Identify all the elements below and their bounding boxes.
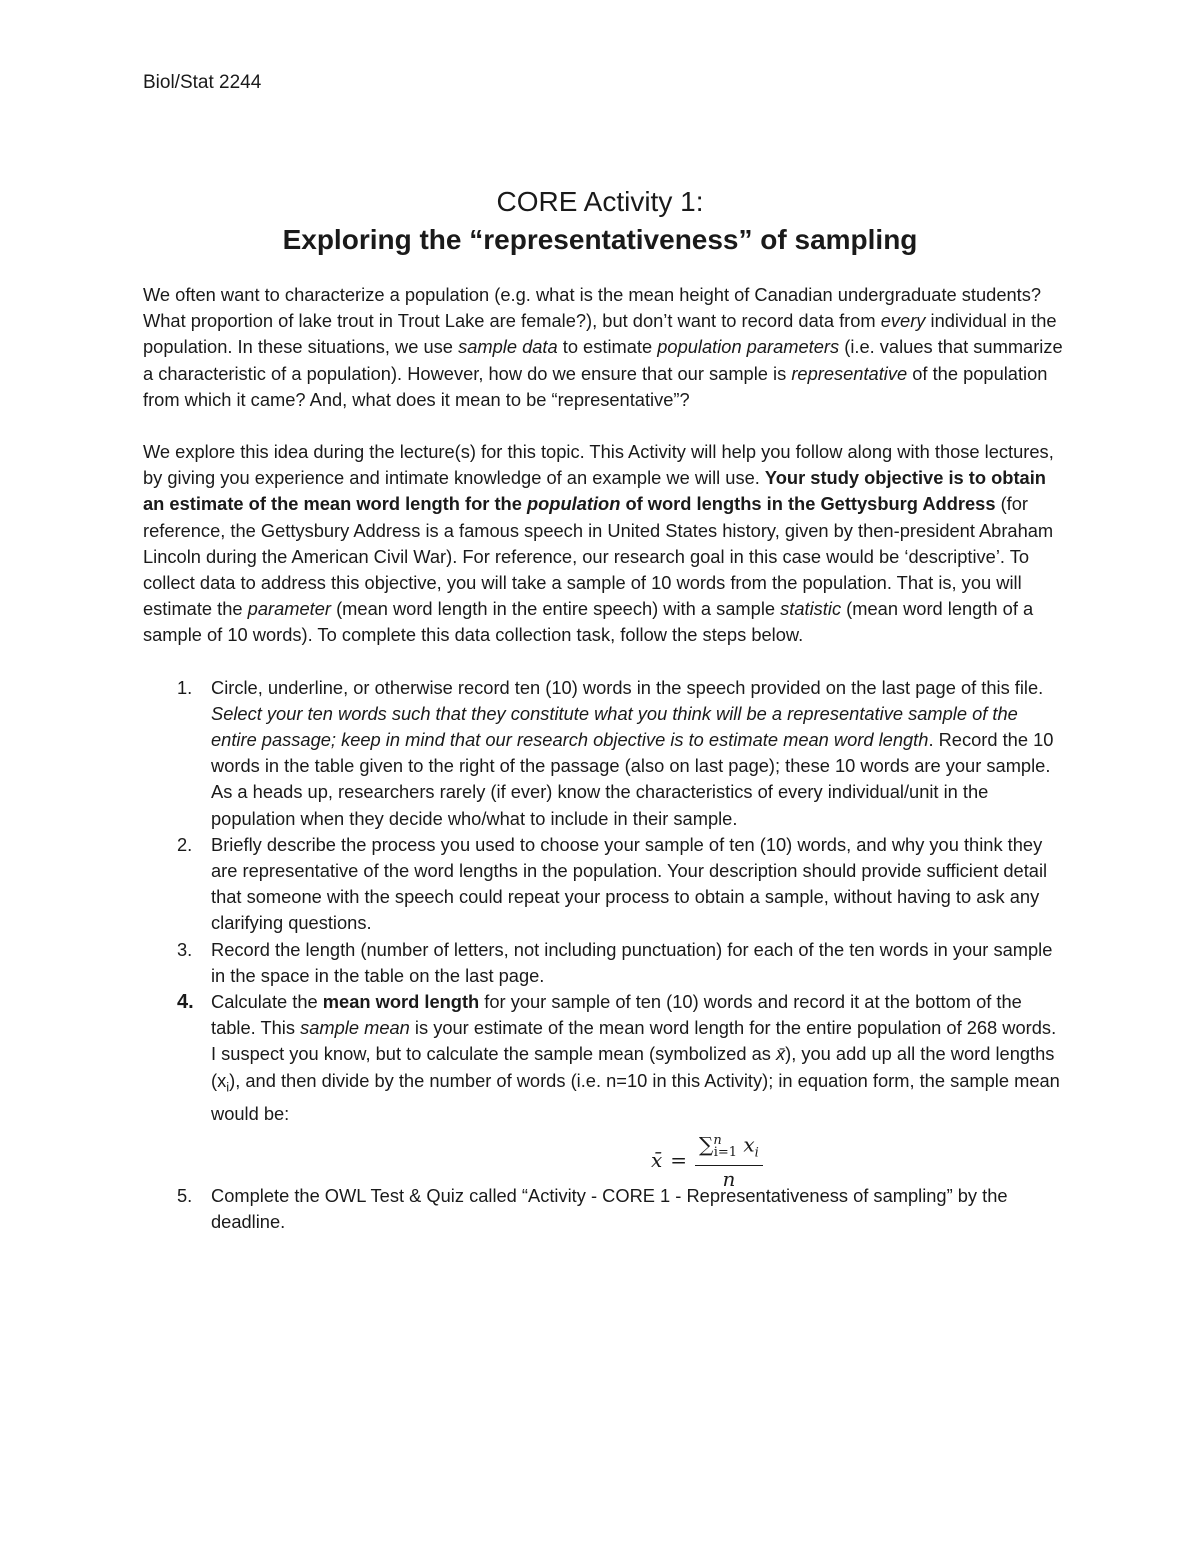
text-run: (for reference, the Gettysbury Address is a famous speech in United States history, given by then-president Abraham Lincoln during the American Civil War). For reference, our research goal in this case would be ‘descriptive’. To collect data to address this objective, you will take a sample of 10 words from the population. That is, you will estimate the — [143, 493, 1054, 620]
text-run-italic: Select your ten words such that they constitute what you think will be a representative sample of the entire passage; keep in mind that our research objective is to estimate mean word length — [211, 702, 1018, 751]
text-run: Complete the OWL Test & Quiz called “Activity - CORE 1 - Representativeness of sampling” by the deadline. — [211, 1184, 1008, 1232]
sum-upper-limit: n — [713, 1132, 722, 1148]
subscript: i — [226, 1079, 230, 1095]
text-run: ), and then divide by the number of words (i.e. n=10 in this Activity); in equation form, the sample mean would be: — [211, 1069, 1060, 1124]
text-run-italic: sample mean — [300, 1017, 410, 1039]
text-run: ), you add up all the word lengths (x — [211, 1043, 1055, 1091]
text-run: We explore this idea during the lecture(s) for this topic. This Activity will help you follow along with those lectures, by giving you experience and intimate knowledge of an example we will use. — [143, 441, 1054, 489]
text-run-bold: of word lengths in the Gettysburg Address — [620, 493, 996, 515]
text-run: of the population from which it came? And, what does it mean to be “representative”? — [143, 362, 1048, 410]
list-number: 5. — [177, 1184, 193, 1206]
title-block — [0, 184, 1200, 260]
sigma-symbol: ∑ — [699, 1132, 714, 1157]
text-run: individual in the population. In these situations, we use — [143, 310, 1057, 358]
objective-paragraph — [143, 439, 1063, 649]
text-run-italic: statistic — [780, 598, 842, 620]
document-body — [143, 282, 1063, 1235]
intro-paragraph — [143, 282, 1063, 413]
list-number: 3. — [177, 938, 193, 960]
text-run: to estimate — [557, 336, 658, 358]
text-run-italic: population parameters — [657, 336, 840, 358]
text-run-italic: sample data — [458, 336, 558, 358]
text-run: (i.e. values that summarize a characteristic of a population). However, how do we ensure that our sample is — [143, 336, 1063, 384]
text-run-bold: Your study objective is to obtain an estimate of the mean word length for the — [143, 467, 1046, 515]
activity-subtitle: Exploring the “representativeness” of sampling — [282, 224, 918, 255]
list-item — [143, 832, 1063, 937]
xbar-symbol: x̄ — [775, 1043, 786, 1065]
list-number: 2. — [177, 833, 193, 855]
steps-list — [143, 675, 1063, 1236]
formula-equals: = — [670, 1148, 688, 1173]
formula-lhs: x̄ — [651, 1148, 663, 1173]
sum-lower-limit: i=1 — [713, 1145, 738, 1161]
text-run: (mean word length in the entire speech) with a sample — [331, 598, 781, 620]
text-run: Circle, underline, or otherwise record ten (10) words in the speech provided on the last page of this file. — [211, 676, 1044, 698]
formula-term-subscript: i — [754, 1145, 759, 1161]
activity-title: CORE Activity 1: — [496, 186, 704, 217]
sample-mean-formula — [211, 1127, 1063, 1192]
text-run: for your sample of ten (10) words and record it at the bottom of the table. This — [211, 991, 1022, 1039]
text-run-italic: parameter — [247, 598, 331, 620]
list-item — [143, 937, 1063, 989]
text-run: . Record the 10 words in the table given to the right of the passage (also on last page); these 10 words are your sample. As a heads up, researchers rarely (if ever) know the characteristics of every individual/unit in the population when they decide who/what to include in their sample. — [211, 729, 1054, 829]
text-run: Calculate the — [211, 991, 323, 1013]
text-run: (mean word length of a sample of 10 words). To complete this data collection task, follow the steps below. — [143, 598, 1034, 646]
text-run: Record the length (number of letters, not including punctuation) for each of the ten words in your sample in the space in the table on the last page. — [211, 938, 1053, 986]
formula-term: x — [743, 1132, 755, 1157]
list-number: 4. — [177, 991, 194, 1014]
text-run: is your estimate of the mean word length for the entire population of 268 words. I suspect you know, but to calculate the sample mean (symbolized as — [211, 1017, 1057, 1065]
text-run-bold-italic: population — [526, 493, 621, 515]
text-run: We often want to characterize a population (e.g. what is the mean height of Canadian undergraduate students? What proportion of lake trout in Trout Lake are female?), but don’t want to record data from — [143, 284, 1042, 332]
list-number: 1. — [177, 676, 193, 698]
formula-denominator: n — [722, 1167, 736, 1192]
list-item — [143, 1183, 1063, 1235]
text-run-bold: mean word length — [322, 991, 480, 1013]
text-run-italic: representative — [791, 362, 908, 384]
course-header: Biol/Stat 2244 — [143, 72, 262, 93]
formula-numerator — [695, 1129, 763, 1167]
text-run-italic: every — [880, 310, 926, 332]
list-item — [143, 989, 1063, 1192]
list-item — [143, 675, 1063, 832]
text-run: Briefly describe the process you used to choose your sample of ten (10) words, and why you think they are representative of the word lengths in the population. Your description should provide sufficient detail that someone with the speech could repeat your process to obtain a sample, without having to ask any clarifying questions. — [211, 833, 1048, 934]
